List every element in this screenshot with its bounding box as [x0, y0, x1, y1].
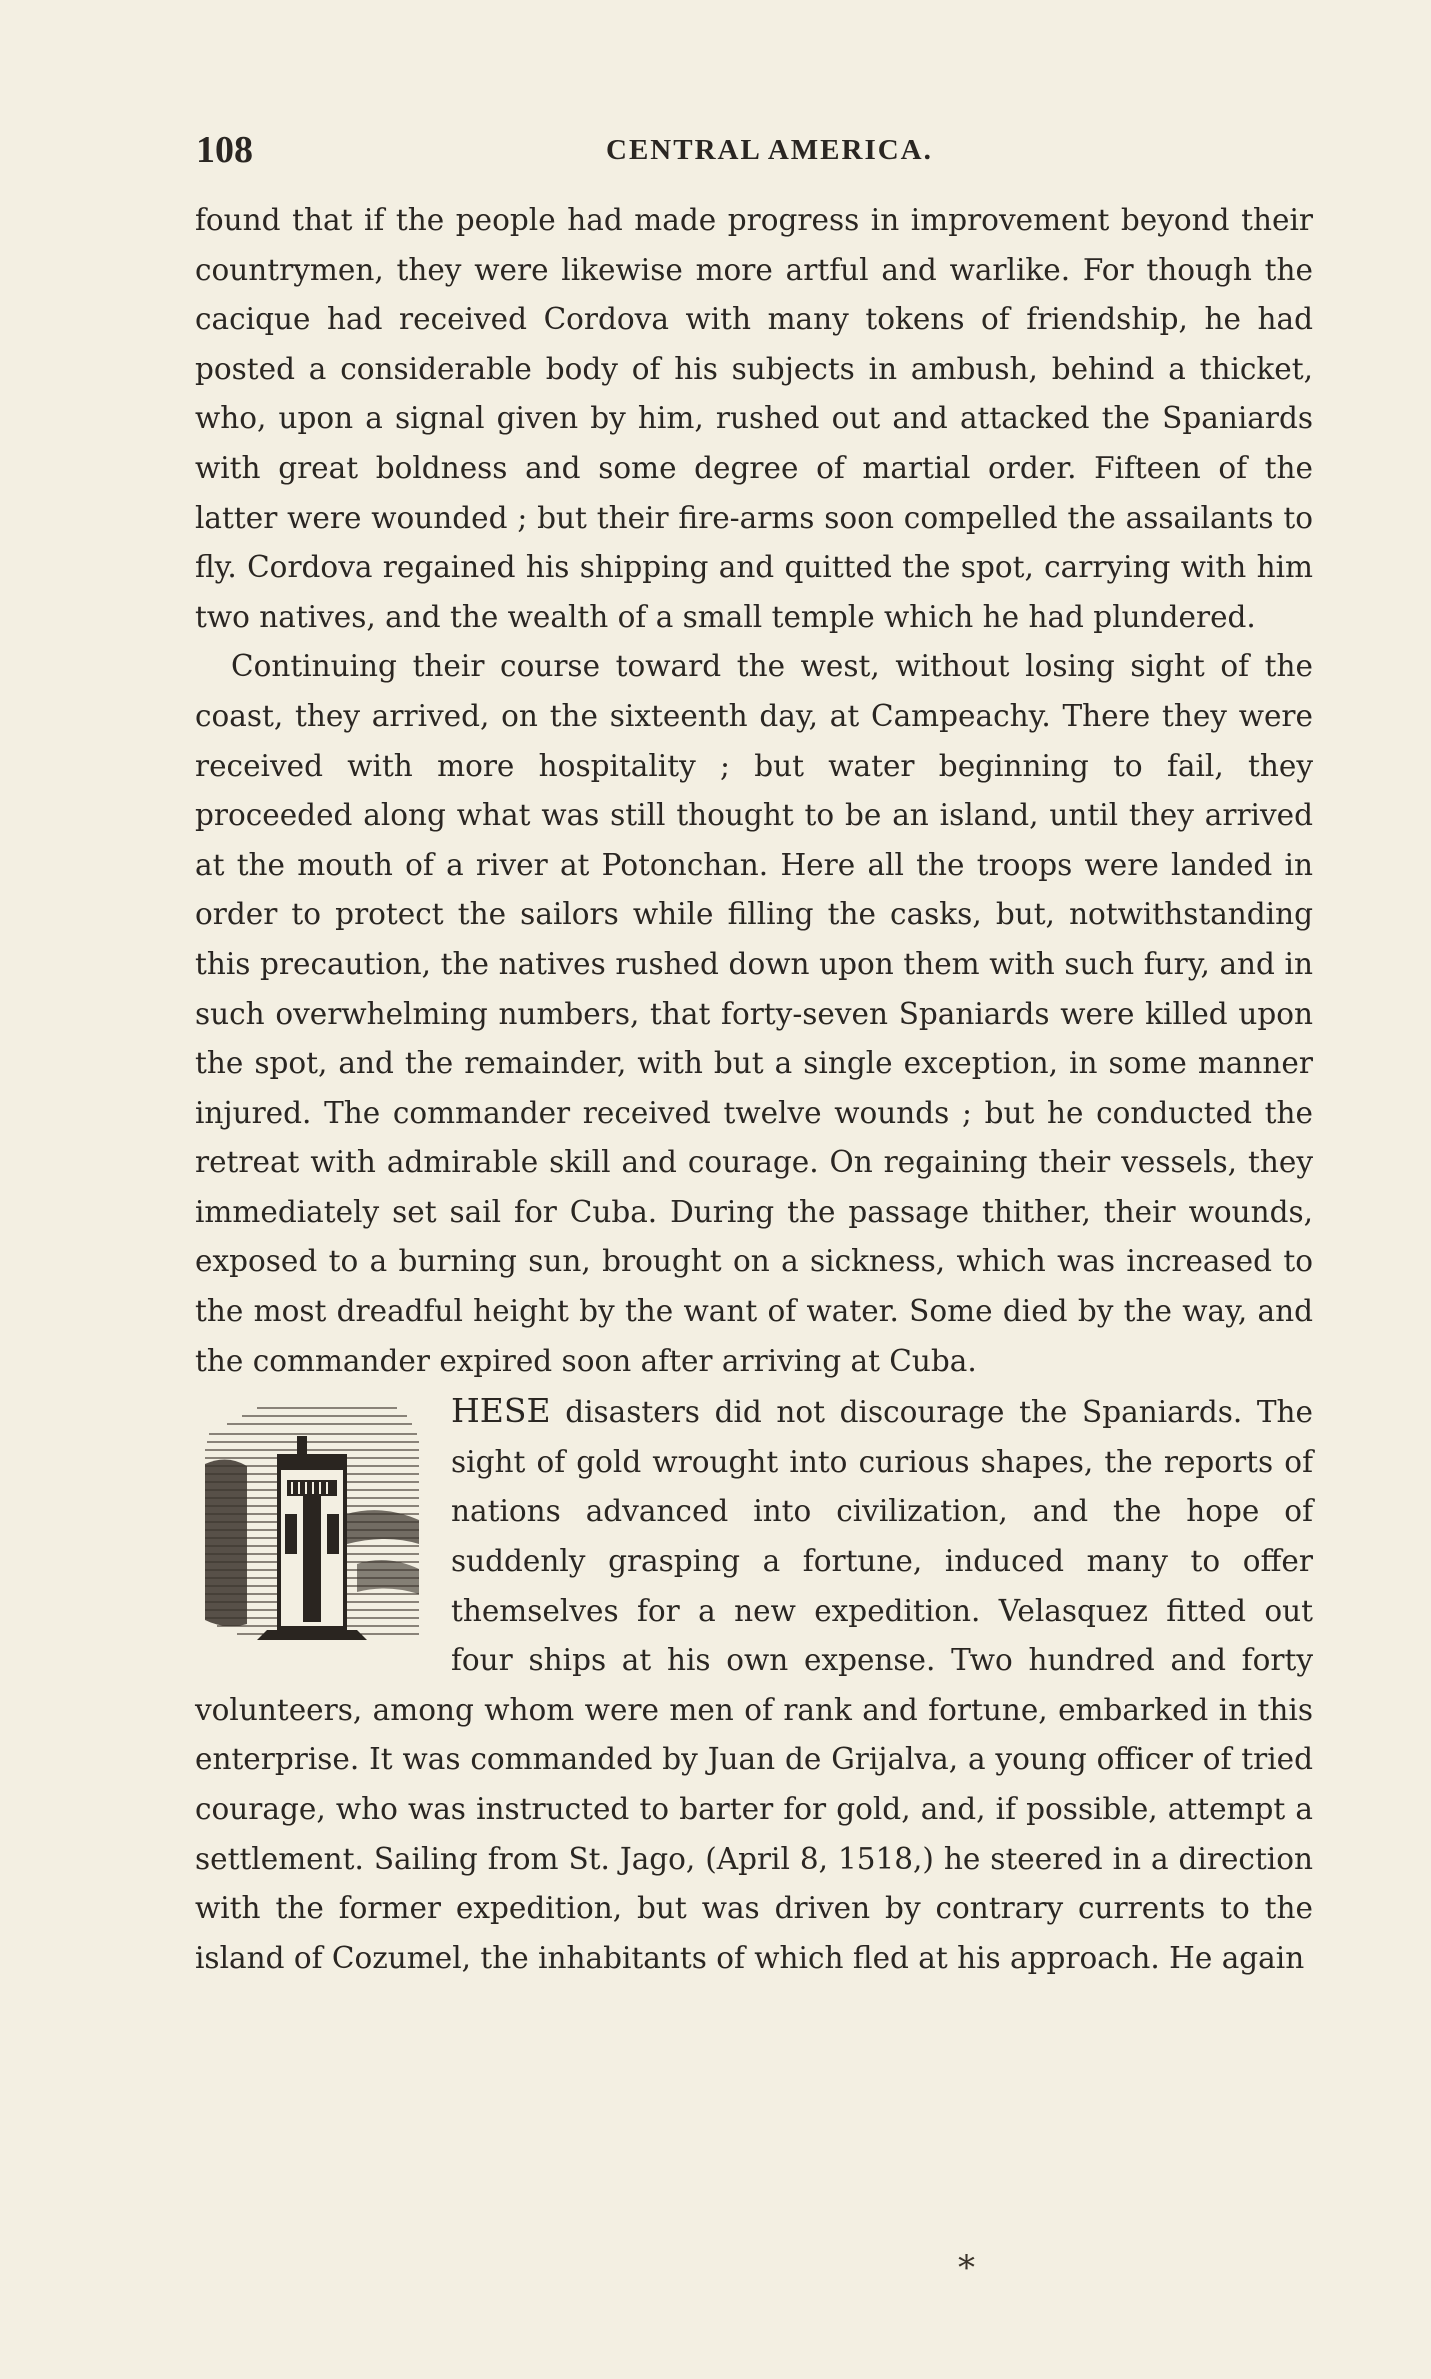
running-head: CENTRAL AMERICA.	[606, 134, 933, 166]
paragraph-3-text: disasters did not discourage the Spaniards. The sight of gold wrought into curious shapes, the reports of nations advanced into civilization, and the hope of suddenly grasping a fortune, induced many to offer themselves for a new expedition. Velasquez fitted out four ships at his own expense. Two hundred and forty volunteers, among whom were men of rank and fortune, embarked in this enterprise. It was commanded by Juan de Grijalva, a young officer of tried courage, who was instructed to barter for gold, and, if possible, attempt a settlement. Sailing from St. Jago, (April 8, 1518,) he steered in a direction with the former expedition, but was driven by contrary currents to the island of Cozumel, the inhabitants of which fled at his approach. He again	[195, 1395, 1313, 1975]
ornamental-t-initial-icon	[197, 1394, 437, 1652]
signature-mark: *	[958, 2248, 975, 2288]
body-text	[195, 196, 1313, 1983]
page-number: 108	[196, 129, 253, 171]
paragraph-3	[195, 1386, 1313, 1983]
page-header	[196, 128, 1306, 188]
paragraph-3-initial: HESE	[451, 1391, 551, 1431]
paragraph-1: found that if the people had made progress in improvement beyond their countrymen, they were likewise more artful and warlike. For though the cacique had received Cordova with many tokens of friendship, he had posted a considerable body of his subjects in ambush, behind a thicket, who, upon a signal given by him, rushed out and attacked the Spaniards with great boldness and some degree of martial order. Fifteen of the latter were wounded ; but their fire-arms soon compelled the assailants to fly. Cordova regained his shipping and quitted the spot, carrying with him two natives, and the wealth of a small temple which he had plundered.	[195, 203, 1313, 634]
paragraph-2: Continuing their course toward the west, without losing sight of the coast, they arrived, on the sixteenth day, at Campeachy. There they were received with more hospitality ; but water beginning to fail, they proceeded along what was still thought to be an island, until they arrived at the mouth of a river at Potonchan. Here all the troops were landed in order to protect the sailors while filling the casks, but, notwithstanding this precaution, the natives rushed down upon them with such fury, and in such overwhelming numbers, that forty-seven Spaniards were killed upon the spot, and the remainder, with but a single exception, in some manner injured. The commander received twelve wounds ; but he conducted the retreat with admirable skill and courage. On regaining their vessels, they immediately set sail for Cuba. During the passage thither, their wounds, exposed to a burning sun, brought on a sickness, which was increased to the most dreadful height by the want of water. Some died by the way, and the commander expired soon after arriving at Cuba.	[195, 649, 1313, 1378]
